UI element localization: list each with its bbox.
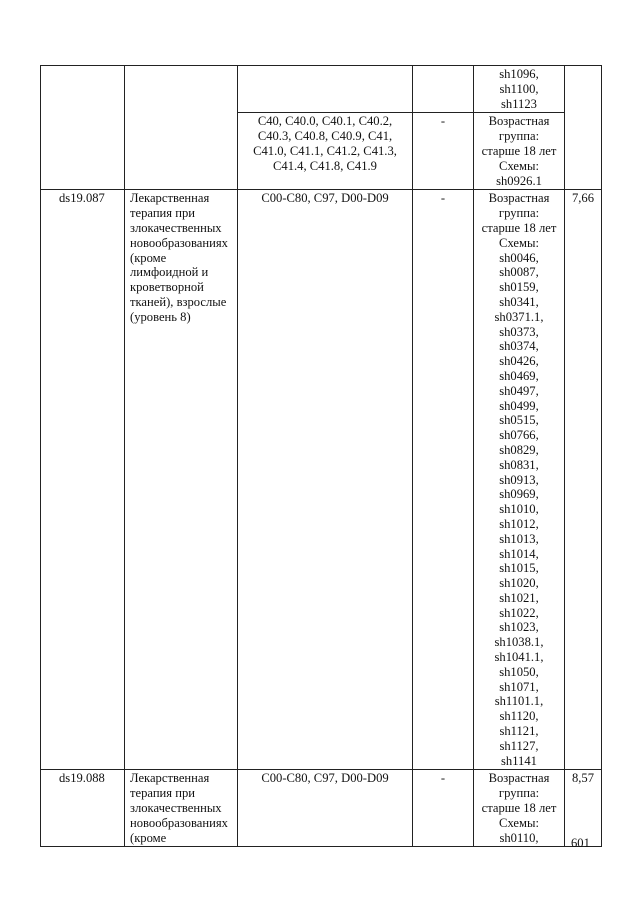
diagnosis-codes-cell: C40, C40.0, C40.1, C40.2, C40.3, C40.8, C40.9, C41, C41.0, C41.1, C41.2, C41.3, C41.4, C41.8, C41.9 — [238, 113, 413, 190]
table-row — [41, 66, 602, 113]
criteria-cell: Возрастная группа: старше 18 лет Схемы: sh0926.1 — [474, 113, 565, 190]
criteria-text: sh1096, sh1100, sh1123 — [499, 67, 539, 111]
tariff-table — [40, 65, 602, 847]
table-row — [41, 770, 602, 847]
criteria-cell: Возрастная группа: старше 18 лет Схемы: sh0110, — [474, 770, 565, 847]
additional-code-cell: - — [413, 113, 474, 190]
diagnosis-codes-cell: C00-C80, C97, D00-D09 — [238, 190, 413, 770]
case-code-cell — [41, 66, 125, 190]
additional-code-cell: - — [413, 190, 474, 770]
coefficient-cell: 8,57 — [565, 770, 602, 847]
table-row — [41, 190, 602, 770]
diagnosis-codes-cell: C00-C80, C97, D00-D09 — [238, 770, 413, 847]
case-code-cell: ds19.087 — [41, 190, 125, 770]
additional-code-cell: - — [413, 770, 474, 847]
criteria-cell: Возрастная группа: старше 18 лет Схемы: sh0046, sh0087, sh0159, sh0341, sh0371.1, sh0373, sh0374, sh0426, sh0469, sh0497, sh0499, sh0515, sh0766, sh0829, sh0831, sh0913, sh0969, sh1010, sh1012, sh1013, sh1014, sh1015, sh1020, sh1021, sh1022, sh1023, sh1038.1, sh1041.1, sh1050, sh1071, sh1101.1, sh1120, sh1121, sh1127, sh1141 — [474, 190, 565, 770]
page-number: 601 — [571, 836, 590, 850]
coefficient-cell: 7,66 — [565, 190, 602, 770]
coefficient-cell — [565, 66, 602, 190]
case-name-cell — [125, 66, 238, 190]
criteria-cell — [474, 66, 565, 113]
case-name-cell: Лекарственная терапия при злокачественных новообразованиях (кроме — [125, 770, 238, 847]
additional-code-cell — [413, 66, 474, 113]
diagnosis-codes-cell — [238, 66, 413, 113]
case-name-cell: Лекарственная терапия при злокачественных новообразованиях (кроме лимфоидной и кроветворной тканей), взрослые (уровень 8) — [125, 190, 238, 770]
case-code-cell: ds19.088 — [41, 770, 125, 847]
